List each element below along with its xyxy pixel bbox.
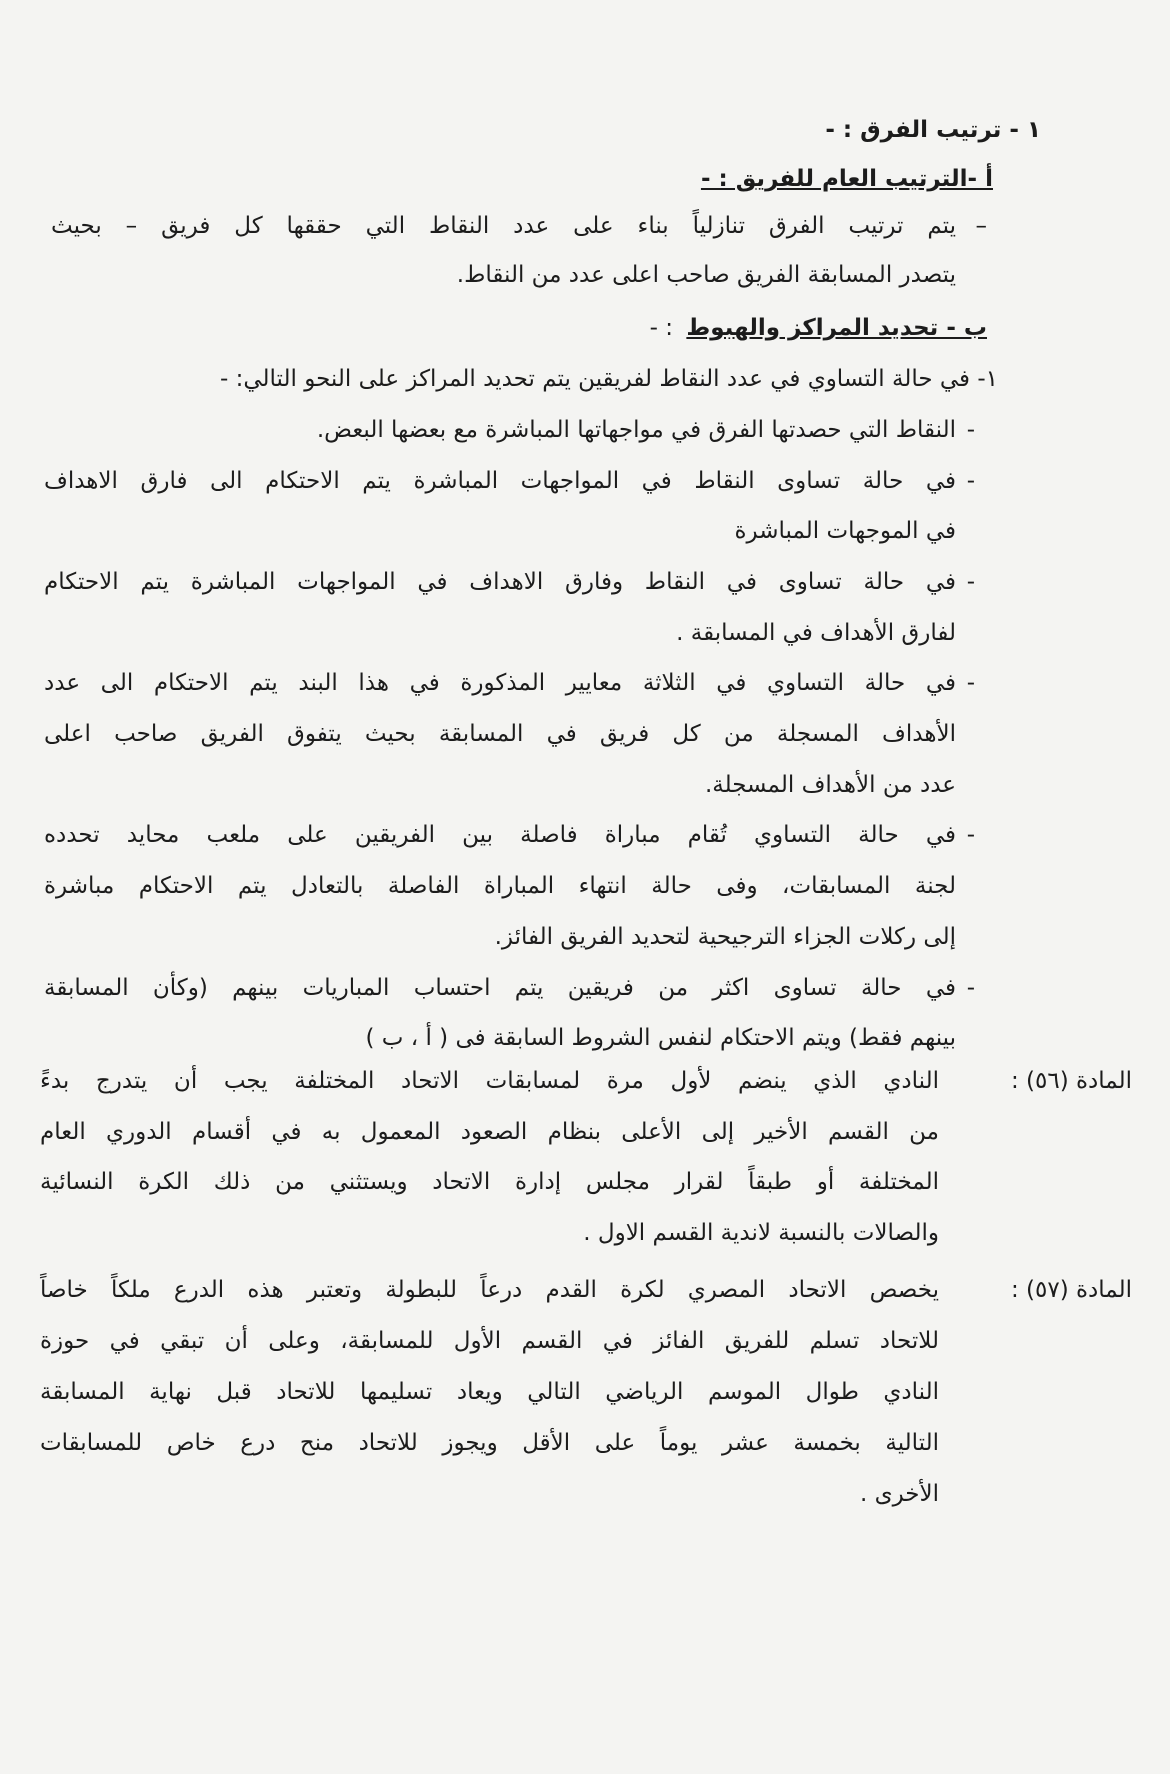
subheading-a: أ -الترتيب العام للفريق : - <box>700 166 993 192</box>
paragraph-line: يتم ترتيب الفرق تنازلياً بناء على عدد النقاط التي حققها كل فريق – بحيث <box>51 213 956 239</box>
bullet-line: لجنة المسابقات، وفى حالة انتهاء المباراة الفاصلة بالتعادل يتم الاحتكام مباشرة <box>44 873 956 899</box>
article-line: والصالات بالنسبة لاندية القسم الاول . <box>583 1220 939 1246</box>
article-line: للاتحاد تسلم للفريق الفائز في القسم الأول للمسابقة، وعلى أن تبقي في حوزة <box>40 1328 939 1354</box>
article-line: النادي الذي ينضم لأول مرة لمسابقات الاتحاد المختلفة يجب أن يتدرج بدءً <box>40 1068 939 1094</box>
bullet-line: الأهداف المسجلة من كل فريق في المسابقة بحيث يتفوق الفريق صاحب اعلى <box>44 721 956 747</box>
section-heading: ١ - ترتيب الفرق : - <box>825 117 1041 143</box>
bullet-line: في حالة التساوي تُقام مباراة فاصلة بين الفريقين على ملعب محايد تحدده <box>44 822 956 848</box>
bullet-line: النقاط التي حصدتها الفرق في مواجهاتها المباشرة مع بعضها البعض. <box>316 417 956 443</box>
article-line: من القسم الأخير إلى الأعلى بنظام الصعود المعمول به في أقسام الدوري العام <box>40 1119 939 1145</box>
dash-marker: – <box>975 213 987 239</box>
article-line: الأخرى . <box>859 1481 939 1507</box>
article-line: النادي طوال الموسم الرياضي التالي ويعاد تسليمها للاتحاد قبل نهاية المسابقة <box>40 1379 939 1405</box>
bullet-marker: - <box>966 417 975 443</box>
bullet-line: عدد من الأهداف المسجلة. <box>704 772 956 798</box>
bullet-marker: - <box>966 822 975 848</box>
article-label: المادة (٥٦) : <box>1010 1068 1132 1094</box>
bullet-marker: - <box>966 569 975 595</box>
bullet-line: إلى ركلات الجزاء الترجيحية لتحديد الفريق الفائز. <box>494 924 956 950</box>
bullet-line: في الموجهات المباشرة <box>734 518 956 544</box>
article-line: التالية بخمسة عشر يوماً على الأقل ويجوز للاتحاد منح درع خاص للمسابقات <box>40 1430 939 1456</box>
bullet-line: في حالة التساوي في الثلاثة معايير المذكورة في هذا البند يتم الاحتكام الى عدد <box>44 670 956 696</box>
paragraph-line: يتصدر المسابقة الفريق صاحب اعلى عدد من النقاط. <box>456 262 956 288</box>
bullet-marker: - <box>966 670 975 696</box>
numbered-item: ١- في حالة التساوي في عدد النقاط لفريقين يتم تحديد المراكز على النحو التالي: - <box>220 366 998 392</box>
article-line: يخصص الاتحاد المصري لكرة القدم درعاً للبطولة وتعتبر هذه الدرع ملكاً خاصاً <box>40 1277 939 1303</box>
bullet-line: بينهم فقط) ويتم الاحتكام لنفس الشروط السابقة فى ( أ ، ب ) <box>365 1025 956 1051</box>
bullet-line: في حالة تساوى النقاط في المواجهات المباشرة يتم الاحتكام الى فارق الاهداف <box>44 468 956 494</box>
bullet-marker: - <box>966 468 975 494</box>
article-label: المادة (٥٧) : <box>1010 1277 1132 1303</box>
subheading-b: ب - تحديد المراكز والهبوط <box>686 315 987 341</box>
article-line: المختلفة أو طبقاً لقرار مجلس إدارة الاتحاد ويستثني من ذلك الكرة النسائية <box>40 1169 939 1195</box>
bullet-marker: - <box>966 975 975 1001</box>
subheading-b-suffix: : - <box>649 315 673 341</box>
bullet-line: في حالة تساوى في النقاط وفارق الاهداف في المواجهات المباشرة يتم الاحتكام <box>44 569 956 595</box>
bullet-line: لفارق الأهداف في المسابقة . <box>676 620 956 646</box>
bullet-line: في حالة تساوى اكثر من فريقين يتم احتساب المباريات بينهم (وكأن المسابقة <box>44 975 956 1001</box>
